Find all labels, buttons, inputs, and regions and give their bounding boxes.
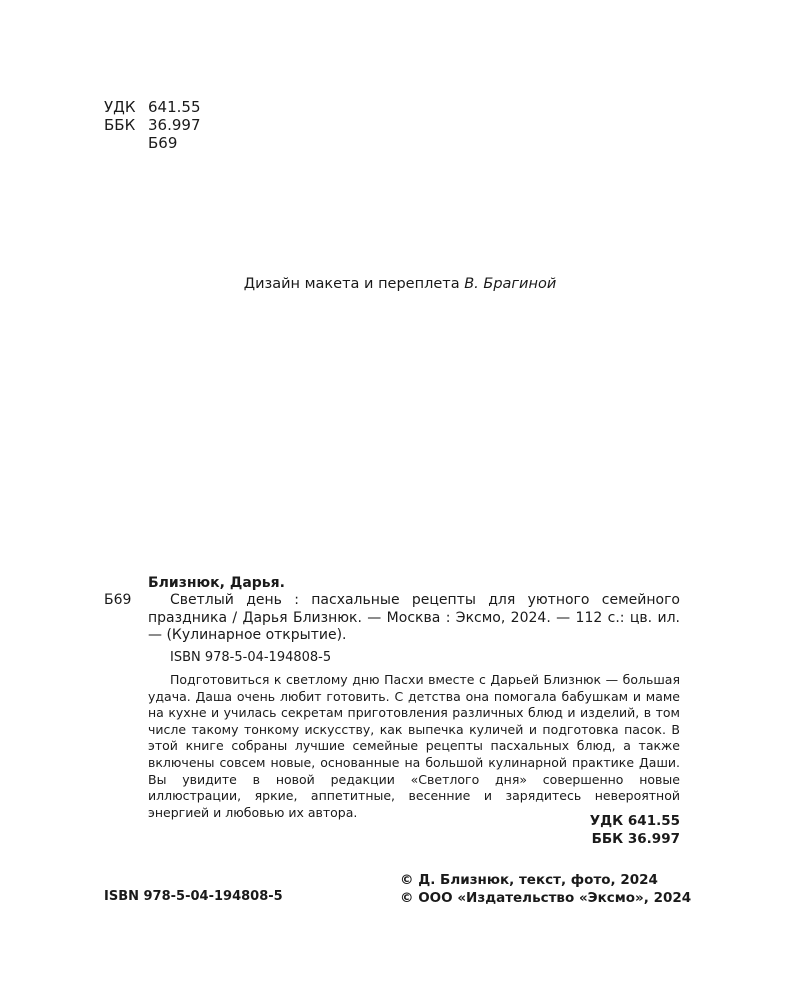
udk-value: 641.55 bbox=[148, 98, 201, 116]
designer-name: В. Брагиной bbox=[464, 276, 557, 292]
annotation: Подготовиться к светлому дню Пасхи вместе с Дарьей Близнюк — большая удача. Даша очень любит готовить. С детства она помогала бабушкам и маме на кухне и училась секретам приготовления различных блюд и изделий, в том числе такому тонкому искусству, как выпечка куличей и подготовка пасок. В этой книге собраны лучшие семейные рецепты пасхальных блюд, а также включены совсем новые, основанные на большой кулинарной практике Даши. Вы увидите в новой редакции «Светлого дня» совершенно новые иллюстрации, яркие, аппетитные, весенние и зарядитесь невероятной энергией и любовью их автора. bbox=[148, 672, 680, 820]
footer-udk: УДК 641.55 bbox=[589, 813, 680, 829]
footer-isbn: ISBN 978-5-04-194808-5 bbox=[104, 889, 283, 904]
bbk-value: 36.997 bbox=[148, 116, 201, 134]
bbk-label: ББК bbox=[104, 116, 136, 134]
udk-label: УДК bbox=[104, 98, 136, 116]
design-credit-text: Дизайн макета и переплета bbox=[243, 276, 465, 292]
footer-bbk: ББК 36.997 bbox=[591, 831, 680, 847]
catalog-author: Близнюк, Дарья. bbox=[148, 575, 285, 591]
copyright-line-1: © Д. Близнюк, текст, фото, 2024 bbox=[400, 872, 658, 888]
classification-codes bbox=[104, 98, 201, 152]
catalog-author-mark: Б69 bbox=[104, 592, 132, 608]
catalog-isbn: ISBN 978-5-04-194808-5 bbox=[170, 650, 332, 665]
design-credit bbox=[0, 276, 800, 292]
footer-codes bbox=[590, 812, 680, 848]
bibliographic-description: Светлый день : пасхальные рецепты для уютного семейного праздника / Дарья Близнюк. — Москва : Эксмо, 2024. — 112 с.: цв. ил. — (Кулинарное открытие). bbox=[148, 592, 680, 643]
author-mark: Б69 bbox=[148, 134, 178, 152]
copyright bbox=[400, 871, 691, 907]
copyright-line-2: © ООО «Издательство «Эксмо», 2024 bbox=[400, 890, 692, 906]
